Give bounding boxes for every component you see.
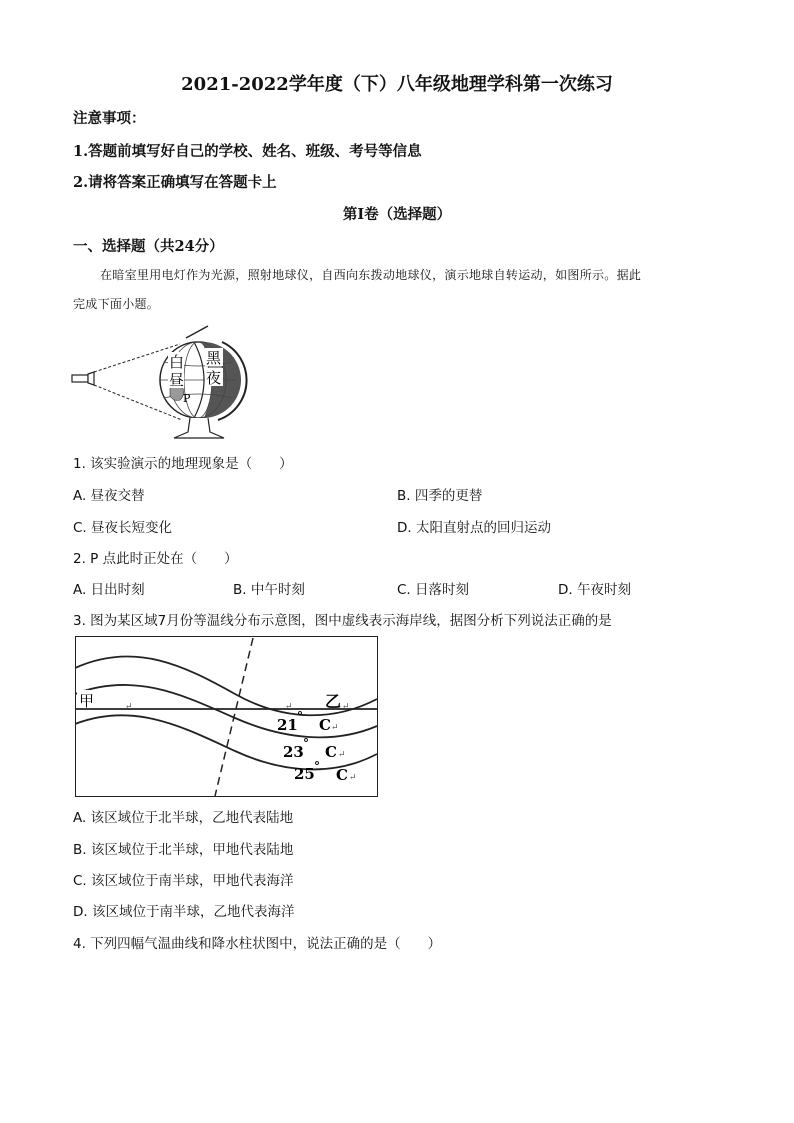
svg-text:C: C (325, 743, 337, 761)
q3-option-b[interactable]: B. 该区域位于北半球，甲地代表陆地 (73, 842, 294, 858)
svg-text:C: C (319, 716, 331, 734)
globe-figure (70, 322, 250, 442)
svg-text:↵: ↵ (331, 723, 339, 733)
svg-text:°: ° (297, 709, 303, 723)
isotherm-25-label: 25 (294, 765, 315, 783)
svg-text:↵: ↵ (349, 773, 357, 783)
svg-text:↵: ↵ (342, 702, 350, 712)
q2-option-d[interactable]: D. 午夜时刻 (558, 582, 631, 598)
isotherm-map (75, 636, 378, 798)
q4-stem: 4. 下列四幅气温曲线和降水柱状图中，说法正确的是（ ） (73, 936, 442, 952)
notice-item-1: 1.答题前填写好自己的学校、姓名、班级、考号等信息 (73, 143, 422, 160)
q3-stem: 3. 图为某区域7月份等温线分布示意图，图中虚线表示海岸线，据图分析下列说法正确的是 (73, 613, 612, 629)
svg-text:↵: ↵ (285, 702, 293, 712)
q1-stem: 1. 该实验演示的地理现象是（ ） (73, 456, 293, 472)
q2-stem: 2. P 点此时正处在（ ） (73, 551, 238, 567)
flashlight-icon (72, 375, 88, 382)
svg-text:°: ° (303, 736, 309, 750)
isotherm-23-label: 23 (283, 743, 304, 761)
day-label-1: 白 (169, 353, 185, 371)
svg-text:↵: ↵ (125, 702, 133, 712)
night-label-1: 黑 (206, 349, 222, 367)
q1-option-a[interactable]: A. 昼夜交替 (73, 488, 145, 504)
svg-text:°: ° (314, 759, 320, 773)
notice-item-2: 2.请将答案正确填写在答题卡上 (73, 174, 277, 191)
volume-title: 第I卷（选择题） (342, 206, 452, 223)
q1-option-c[interactable]: C. 昼夜长短变化 (73, 520, 173, 536)
night-label-2: 夜 (206, 369, 222, 387)
label-jia: 甲 (79, 692, 95, 710)
q2-option-b[interactable]: B. 中午时刻 (233, 582, 305, 598)
svg-text:C: C (336, 766, 348, 784)
svg-text:↵: ↵ (338, 750, 346, 760)
day-label-2: 昼 (169, 371, 185, 389)
section-title: 一、选择题（共24分） (73, 238, 224, 255)
isotherm-21-label: 21 (277, 716, 298, 734)
q1-option-b[interactable]: B. 四季的更替 (397, 488, 483, 504)
q1-option-d[interactable]: D. 太阳直射点的回归运动 (397, 520, 551, 536)
intro-line-1: 在暗室里用电灯作为光源，照射地球仪，自西向东拨动地球仪，演示地球自转运动，如图所示。据此 (100, 268, 642, 282)
notice-heading: 注意事项： (73, 110, 146, 127)
point-p-label: P (183, 392, 191, 405)
page-title: 2021-2022学年度（下）八年级地理学科第一次练习 (181, 74, 613, 95)
q3-option-c[interactable]: C. 该区域位于南半球，甲地代表海洋 (73, 873, 294, 889)
q3-option-d[interactable]: D. 该区域位于南半球，乙地代表海洋 (73, 904, 295, 920)
label-yi: 乙 (325, 692, 342, 711)
q2-option-a[interactable]: A. 日出时刻 (73, 582, 145, 598)
q3-option-a[interactable]: A. 该区域位于北半球，乙地代表陆地 (73, 810, 294, 826)
q2-option-c[interactable]: C. 日落时刻 (397, 582, 470, 598)
intro-line-2: 完成下面小题。 (73, 297, 160, 311)
